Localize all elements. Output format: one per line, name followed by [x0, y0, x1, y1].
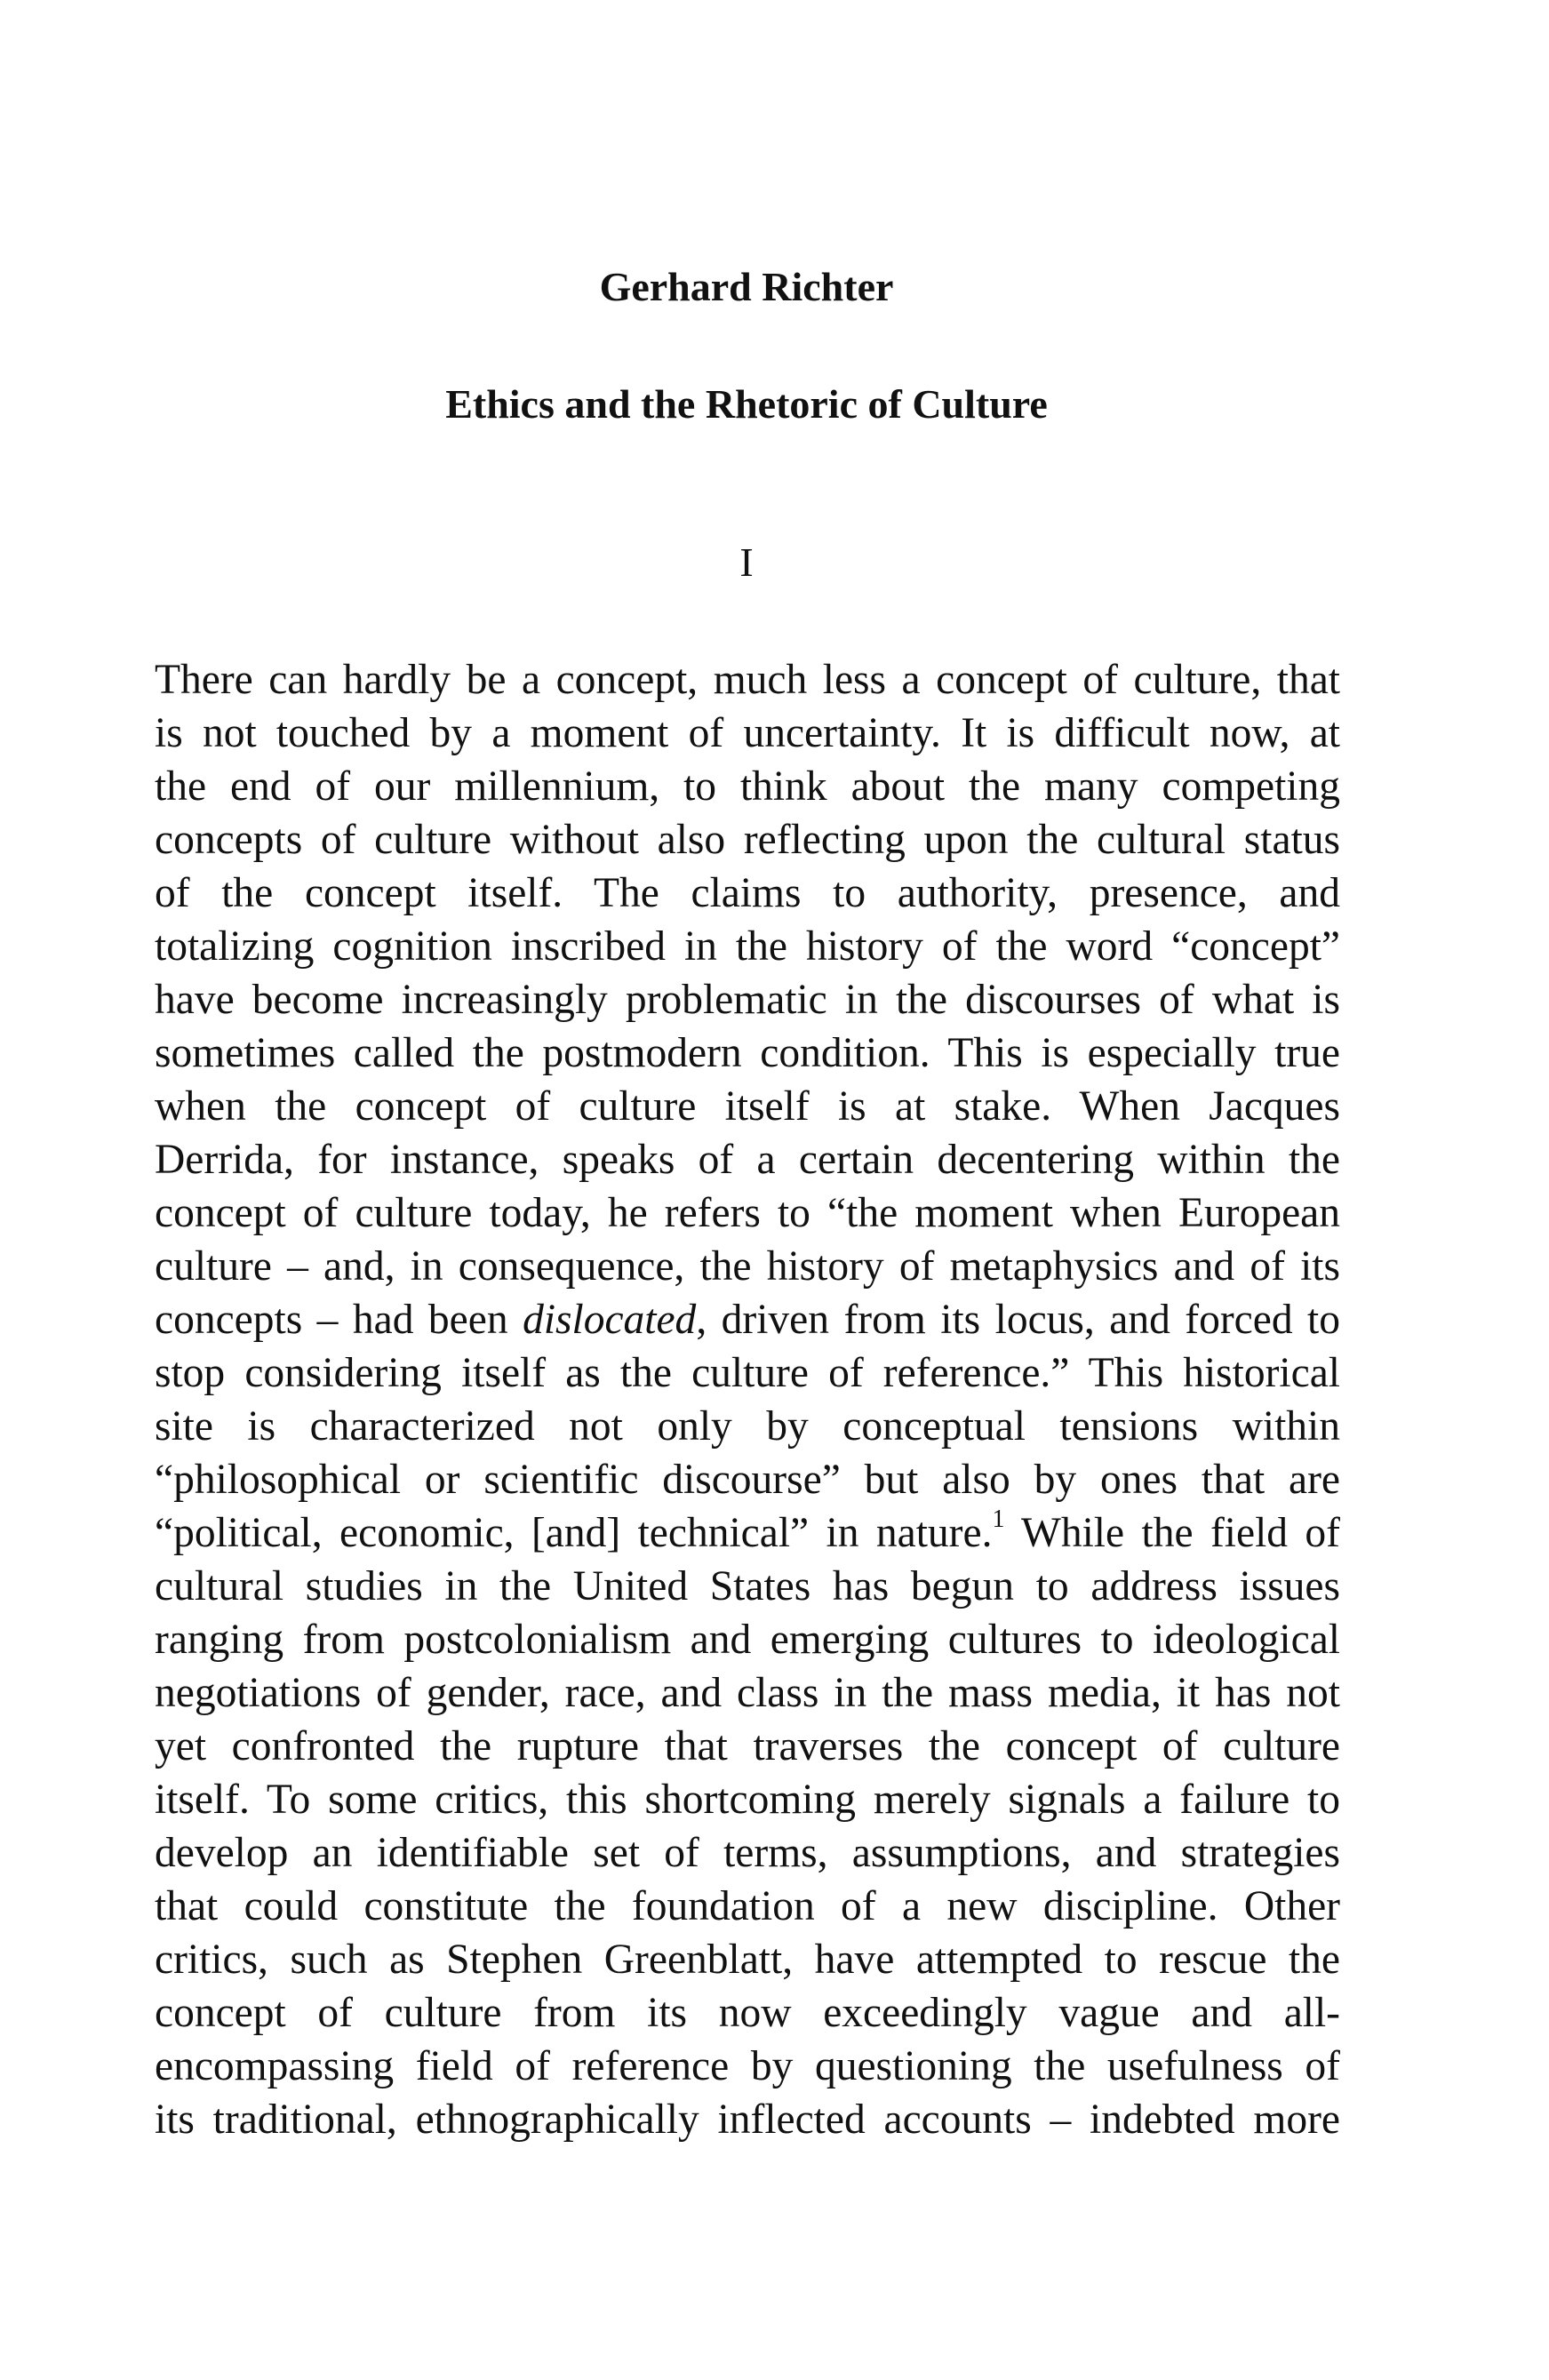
text-line: ranging from postcolonialism and emerging cultures to ideological: [155, 1617, 1340, 1663]
text-line: of the concept itself. The claims to authority, presence, and: [155, 870, 1340, 916]
text-line: concepts of culture without also reflecting upon the cultural status: [155, 817, 1340, 863]
text-line: cultural studies in the United States has begun to address issues: [155, 1563, 1340, 1609]
text-line: concept of culture today, he refers to “the moment when European: [155, 1190, 1340, 1236]
section-numeral: I: [739, 539, 754, 585]
article-title: Ethics and the Rhetoric of Culture: [445, 381, 1048, 427]
text-line: negotiations of gender, race, and class in the mass media, it has not: [155, 1670, 1340, 1716]
text-line: “philosophical or scientific discourse” but also by ones that are: [155, 1457, 1340, 1503]
italic-emphasis: dislocated: [523, 1297, 697, 1343]
text-line: critics, such as Stephen Greenblatt, have attempted to rescue the: [155, 1937, 1340, 1983]
text-line: Derrida, for instance, speaks of a certain decentering within the: [155, 1137, 1340, 1183]
body-paragraph: [155, 653, 1340, 2146]
text-line: when the concept of culture itself is at stake. When Jacques: [155, 1083, 1340, 1130]
text-line: culture – and, in consequence, the history of metaphysics and of its: [155, 1243, 1340, 1290]
text-line: yet confronted the rupture that traverses the concept of culture: [155, 1723, 1340, 1769]
footnote-marker[interactable]: 1: [992, 1505, 1005, 1533]
text-line: sometimes called the postmodern condition. This is especially true: [155, 1030, 1340, 1076]
text-run: While the field of: [1004, 1510, 1340, 1556]
text-line: There can hardly be a concept, much less a concept of culture, that: [155, 657, 1340, 703]
author-name: Gerhard Richter: [599, 264, 894, 309]
text-run: concepts – had been: [155, 1297, 523, 1343]
text-line: encompassing field of reference by questioning the usefulness of: [155, 2043, 1340, 2089]
text-line: site is characterized not only by conceptual tensions within: [155, 1403, 1340, 1450]
text-run: “political, economic, [and] technical” in nature.: [155, 1510, 993, 1556]
text-line: totalizing cognition inscribed in the history of the word “concept”: [155, 923, 1340, 970]
text-run: , driven from its locus, and forced to: [696, 1297, 1340, 1343]
text-line: develop an identifiable set of terms, assumptions, and strategies: [155, 1830, 1340, 1876]
text-line: concept of culture from its now exceedingly vague and all-: [155, 1990, 1340, 2036]
text-line: itself. To some critics, this shortcoming merely signals a failure to: [155, 1777, 1340, 1823]
text-line: have become increasingly problematic in the discourses of what is: [155, 977, 1340, 1023]
text-line: that could constitute the foundation of a new discipline. Other: [155, 1883, 1340, 1929]
text-line: stop considering itself as the culture of reference.” This historical: [155, 1350, 1340, 1396]
text-line: is not touched by a moment of uncertainty. It is difficult now, at: [155, 710, 1340, 756]
text-line-with-footnote: [155, 1506, 1340, 1560]
text-line-with-italic: [155, 1293, 1340, 1346]
text-line: the end of our millennium, to think about the many competing: [155, 763, 1340, 810]
text-line: its traditional, ethnographically inflected accounts – indebted more: [155, 2096, 1340, 2143]
